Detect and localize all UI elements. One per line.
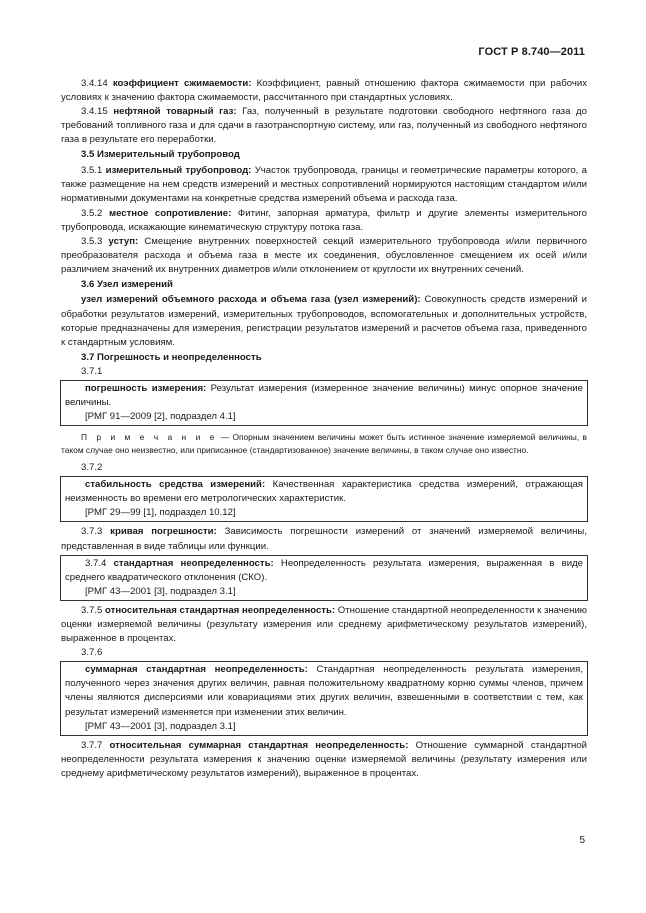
definition: Отношение суммарной стандартной неопределенности результата измерения к значению оценки измеряемой величины (результату измерения или среднему арифметическому результатов измерений), выраженное в процентах. bbox=[61, 739, 588, 779]
clause-3-5-3: 3.5.3 уступ: Смещение внутренних поверхностей секций измерительного трубопровода и/или первичного преобразователя расхода и объема газа в месте их соединения, обусловленное смещением их осей и/или различием значений их внутренних диаметров и/или отклонением от круглости их внутренних сечений. bbox=[61, 236, 587, 276]
term: нефтяной товарный газ: bbox=[113, 106, 237, 118]
note-label: П р и м е ч а н и е bbox=[81, 432, 218, 443]
definition: Смещение внутренних поверхностей секций измерительного трубопровода и/или первичного преобразователя расхода и объема газа в месте их соединения, обусловленное смещением их осей и/или различием значений их внутренних диаметров и/или отклонением от круглости их внутренних сечений. bbox=[61, 236, 587, 276]
note bbox=[61, 431, 587, 456]
term: измерительный трубопровод: bbox=[105, 164, 252, 176]
source-reference: [РМГ 43—2001 [3], подраздел 3.1] bbox=[85, 720, 236, 732]
definition: Совокупность средств измерений и обработки результатов измерений, измерительных трубопроводов, вспомогательных и дополнительных устройств, которые предназначены для измерения, регистрации результатов измерений и расчетов объема газа, приведенного к стандартным условиям. bbox=[61, 294, 588, 348]
term: стандартная неопределенность: bbox=[113, 557, 274, 569]
source-reference: [РМГ 43—2001 [3], подраздел 3.1] bbox=[85, 585, 236, 597]
term: уступ: bbox=[108, 236, 139, 248]
clause-3-7-3: 3.7.3 кривая погрешности: Зависимость погрешности измерений от значений измеряемой величины, представленная в виде таблицы или функции. bbox=[61, 526, 587, 552]
clause-3-7-5: 3.7.5 относительная стандартная неопределенность: Отношение стандартной неопределенности к значению оценки измеряемой величины (результату измерения или среднему арифметическому результатов измерений), выраженное в процентах. bbox=[61, 604, 587, 645]
document-body bbox=[61, 77, 587, 781]
clause-3-4-15: 3.4.15 нефтяной товарный газ: Газ, полученный в результате подготовки свободного нефтяного газа до требований топливного газа и для сдачи в газотранспортную систему, или газ, полученный из свободного нефтяного газа в результате его переработки. bbox=[61, 106, 587, 146]
clause-number-3-7-1: 3.7.1 bbox=[81, 365, 103, 377]
term: коэффициент сжимаемости: bbox=[112, 78, 252, 89]
section-heading-3-6: 3.6 Узел измерений bbox=[81, 279, 173, 291]
clause-3-7-7: 3.7.7 относительная суммарная стандартная неопределенность: Отношение суммарной стандартной неопределенности результата измерения к значению оценки измеряемой величины (результату измерения или среднему арифметическому результатов измерений), выраженное в процентах. bbox=[61, 739, 588, 779]
definition: Зависимость погрешности измерений от значений измеряемой величины, представленная в виде таблицы или функции. bbox=[61, 526, 587, 552]
clause-number-3-7-6: 3.7.6 bbox=[81, 647, 103, 659]
source-reference: [РМГ 91—2009 [2], подраздел 4.1] bbox=[85, 411, 236, 423]
definition: Фитинг, запорная арматура, фильтр и другие элементы измерительного трубопровода, искажающие кинематическую структуру потока газа. bbox=[61, 207, 587, 233]
definition: Результат измерения (измеренное значение величины) минус опорное значение величины. bbox=[65, 382, 583, 409]
term: узел измерений объемного расхода и объема газа (узел измерений): bbox=[81, 294, 421, 306]
note-text: — Опорным значением величины может быть истинное значение измеряемой величины, в таком случае оно неизвестно, или приписанное (стандартизованное) значение величины, в таком случае оно известно. bbox=[61, 432, 587, 455]
definition: Газ, полученный в результате подготовки свободного нефтяного газа до требований топливного газа и для сдачи в газотранспортную систему, или газ, полученный из свободного нефтяного газа в результате его переработки. bbox=[61, 106, 587, 146]
clause-3-6 bbox=[61, 293, 587, 349]
definition: Коэффициент, равный отношению фактора сжимаемости при рабочих условиях к значению фактора сжимаемости, рассчитанного при стандартных условиях. bbox=[61, 78, 587, 104]
definition-box-3-7-2 bbox=[60, 476, 588, 522]
standard-header: ГОСТ Р 8.740—2011 bbox=[478, 46, 585, 58]
term: относительная стандартная неопределенность: bbox=[105, 604, 336, 616]
definition-box-3-7-1 bbox=[60, 380, 588, 426]
definition: Неопределенность результата измерения, выраженная в виде среднего квадратического отклонения (СКО). bbox=[65, 557, 583, 583]
term: местное сопротивление: bbox=[108, 207, 232, 219]
definition-box-3-7-4: 3.7.4 стандартная неопределенность: Неопределенность результата измерения, выраженная в виде среднего квадратического отклонения (СКО). [РМГ 43—2001 [3], подраздел 3.1] bbox=[60, 555, 588, 601]
definition-box-3-7-6 bbox=[60, 661, 588, 735]
definition: Отношение стандартной неопределенности к значению оценки измеряемой величины (результату измерения или среднему арифметическому результатов измерений), выраженное в процентах. bbox=[61, 604, 587, 645]
definition: Стандартная неопределенность результата измерения, полученного через значения других величин, равная положительному квадратному корню суммы членов, причем члены являются дисперсиями или ковариациями этих других величин, взвешенными в соответствии с тем, как результат измерений изменяется при изменении этих величин. bbox=[65, 664, 583, 718]
section-heading-3-5: 3.5 Измерительный трубопровод bbox=[81, 149, 240, 161]
term: кривая погрешности: bbox=[110, 526, 217, 538]
page-number: 5 bbox=[579, 835, 585, 846]
term: суммарная стандартная неопределенность: bbox=[85, 664, 308, 676]
clause-number-3-7-2: 3.7.2 bbox=[81, 462, 103, 474]
term: стабильность средства измерений: bbox=[85, 479, 266, 491]
section-heading-3-7: 3.7 Погрешность и неопределенность bbox=[81, 351, 262, 363]
definition: Качественная характеристика средства измерений, отражающая неизменность во времени его метрологических характеристик. bbox=[65, 479, 583, 505]
term: погрешность измерения: bbox=[85, 382, 207, 394]
clause-3-5-1: 3.5.1 измерительный трубопровод: Участок трубопровода, границы и геометрические параметры которого, а также размещение на нем средств измерений и местных сопротивлений нормируются настоящим стандартом и/или нормативными документами на конкретные средства измерений объема и расхода газа. bbox=[61, 164, 587, 204]
clause-3-5-2: 3.5.2 местное сопротивление: Фитинг, запорная арматура, фильтр и другие элементы измерительного трубопровода, искажающие кинематическую структуру потока газа. bbox=[61, 207, 587, 233]
source-reference: [РМГ 29—99 [1], подраздел 10.12] bbox=[85, 507, 236, 519]
term: относительная суммарная стандартная неопределенность: bbox=[109, 739, 409, 751]
clause-3-4-14: 3.4.14 коэффициент сжимаемости: Коэффициент, равный отношению фактора сжимаемости при рабочих условиях к значению фактора сжимаемости, рассчитанного при стандартных условиях. bbox=[61, 78, 587, 104]
definition: Участок трубопровода, границы и геометрические параметры которого, а также размещение на нем средств измерений и местных сопротивлений нормируются настоящим стандартом и/или нормативными документами на конкретные средства измерений объема и расхода газа. bbox=[61, 164, 587, 204]
